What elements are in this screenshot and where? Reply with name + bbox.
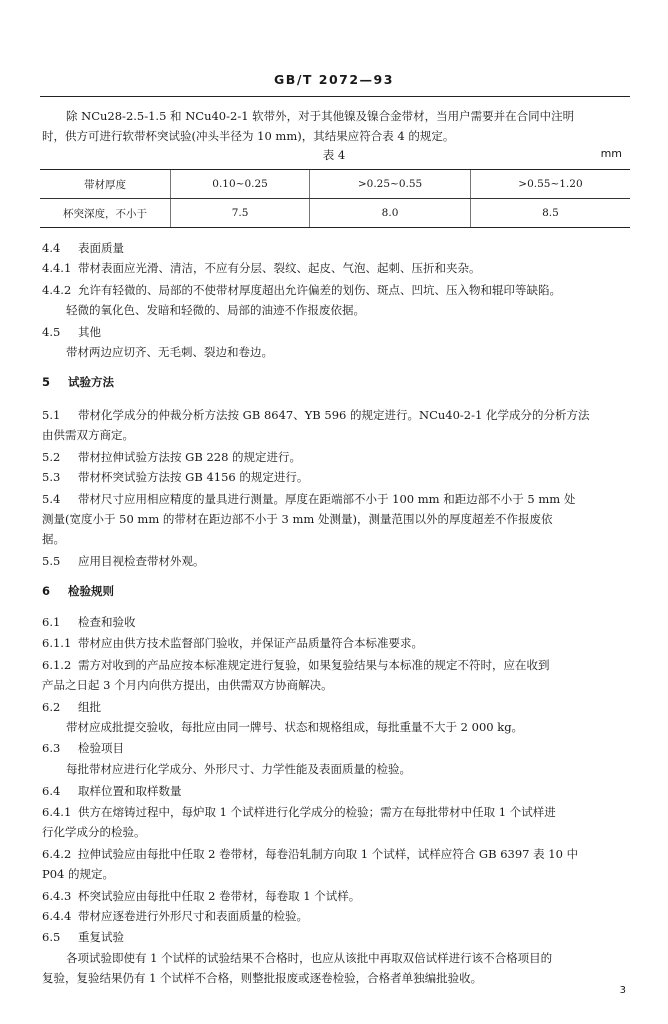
- section-number: 6.2: [42, 700, 61, 714]
- clause-text: 带材拉伸试验方法按 GB 228 的规定进行。: [78, 450, 302, 464]
- clause-number: 4.4.1: [42, 261, 72, 275]
- page-number: 3: [619, 985, 626, 996]
- table-cell: >0.25~0.55: [310, 170, 471, 199]
- table-cell: 7.5: [171, 199, 310, 228]
- clause-text: 杯突试验应由每批中任取 2 卷带材，每卷取 1 个试样。: [78, 889, 361, 903]
- clause-number: 5.3: [42, 470, 61, 484]
- section-title: 取样位置和取样数量: [78, 784, 182, 798]
- intro-line-2: 时，供方可进行软带杯突试验(冲头半径为 10 mm)，其结果应符合表 4 的规定。: [42, 129, 455, 143]
- clause-5-5: [42, 551, 634, 571]
- section-title: 检验规则: [68, 584, 114, 598]
- clause-5-4-line-2: 测量(宽度小于 50 mm 的带材在距边部不小于 3 mm 处测量)，测量范围以外的厚度超差不作报废依: [42, 512, 553, 526]
- clause-number: 6.4.3: [42, 889, 72, 903]
- clause-6-1-2: [42, 655, 634, 675]
- clause-6-4-4: [42, 906, 634, 926]
- clause-6-4-1-line-2: 行化学成分的检验。: [42, 825, 146, 839]
- clause-text: 带材杯突试验方法按 GB 4156 的规定进行。: [78, 470, 309, 484]
- clause-text: 需方对收到的产品应按本标准规定进行复验，如果复验结果与本标准的规定不符时，应在收到: [78, 658, 550, 672]
- intro-line-1: 除 NCu28-2.5-1.5 和 NCu40-2-1 软带外，对于其他镍及镍合金带材，当用户需要并在合同中注明: [66, 109, 575, 123]
- section-number: 6: [42, 584, 51, 598]
- clause-text: 允许有轻微的、局部的不使带材厚度超出允许偏差的划伤、斑点、凹坑、压入物和辊印等缺陷。: [78, 283, 561, 297]
- section-6-2: [42, 697, 634, 717]
- section-title: 组批: [78, 700, 101, 714]
- section-title: 表面质量: [78, 241, 124, 255]
- clause-text: 拉伸试验应由每批中任取 2 卷带材，每卷沿轧制方向取 1 个试样，试样应符合 GB 6397 表 10 中: [78, 847, 579, 861]
- section-number: 6.5: [42, 930, 61, 944]
- table-cell: 带材厚度: [40, 170, 171, 199]
- clause-5-1: [42, 405, 634, 425]
- table-cell: 8.5: [470, 199, 630, 228]
- section-5-heading: [42, 374, 114, 390]
- section-6-3-text: 每批带材应进行化学成分、外形尺寸、力学性能及表面质量的检验。: [66, 762, 411, 776]
- section-title: 检验项目: [78, 741, 124, 755]
- clause-number: 5.5: [42, 554, 61, 568]
- table-caption: 表 4: [322, 148, 346, 162]
- clause-4-4-2-line-2: 轻微的氧化色、发暗和轻微的、局部的油迹不作报废依据。: [66, 303, 365, 317]
- table-unit: mm: [600, 147, 622, 160]
- section-number: 6.3: [42, 741, 61, 755]
- clause-text: 带材应由供方技术监督部门验收，并保证产品质量符合本标准要求。: [78, 636, 423, 650]
- clause-number: 5.1: [42, 408, 61, 422]
- section-number: 4.5: [42, 325, 61, 339]
- clause-4-4-1: [42, 258, 634, 278]
- clause-5-2: [42, 447, 634, 467]
- clause-number: 6.4.4: [42, 909, 72, 923]
- table-row: [40, 199, 630, 228]
- section-number: 6.4: [42, 784, 61, 798]
- section-title: 检查和验收: [78, 615, 136, 629]
- clause-4-4-2: [42, 280, 634, 300]
- clause-6-4-3: [42, 886, 634, 906]
- header-rule: [40, 96, 630, 97]
- clause-text: 带材应逐卷进行外形尺寸和表面质量的检验。: [78, 909, 308, 923]
- clause-6-4-2: [42, 844, 634, 864]
- section-4-5-text: 带材两边应切齐、无毛刺、裂边和卷边。: [66, 345, 273, 359]
- section-number: 5: [42, 375, 51, 389]
- section-6-1: [42, 612, 634, 632]
- clause-5-3: [42, 467, 634, 487]
- clause-6-4-1: [42, 802, 634, 822]
- section-6-4: [42, 781, 634, 801]
- section-6-3: [42, 738, 634, 758]
- clause-text: 带材化学成分的仲裁分析方法按 GB 8647、YB 596 的规定进行。NCu40-2-1 化学成分的分析方法: [78, 408, 590, 422]
- clause-6-4-2-line-2: P04 的规定。: [42, 867, 115, 881]
- section-title: 试验方法: [68, 375, 114, 389]
- clause-text: 带材尺寸应用相应精度的量具进行测量。厚度在距端部不小于 100 mm 和距边部不小于 5 mm 处: [78, 492, 576, 506]
- clause-number: 6.1.2: [42, 658, 72, 672]
- clause-6-1-1: [42, 633, 634, 653]
- clause-text: 带材表面应光滑、清洁，不应有分层、裂纹、起皮、气泡、起刺、压折和夹杂。: [78, 261, 481, 275]
- clause-number: 6.4.2: [42, 847, 72, 861]
- section-4-5: [42, 322, 634, 342]
- section-title: 其他: [78, 325, 101, 339]
- standard-number: GB/T 2072—93: [274, 72, 394, 87]
- section-4-4: [42, 238, 634, 258]
- section-title: 重复试验: [78, 930, 124, 944]
- table-cell: 8.0: [310, 199, 471, 228]
- table-4: [40, 169, 630, 228]
- section-6-5: [42, 927, 634, 947]
- clause-text: 应用目视检查带材外观。: [78, 554, 205, 568]
- clause-5-1-line-2: 由供需双方商定。: [42, 428, 134, 442]
- clause-number: 4.4.2: [42, 283, 72, 297]
- clause-6-1-2-line-2: 产品之日起 3 个月内向供方提出，由供需双方协商解决。: [42, 678, 333, 692]
- clause-number: 6.4.1: [42, 805, 72, 819]
- clause-number: 5.4: [42, 492, 61, 506]
- table-cell: 杯突深度，不小于: [40, 199, 171, 228]
- section-number: 6.1: [42, 615, 61, 629]
- clause-number: 5.2: [42, 450, 61, 464]
- section-6-5-line-1: 各项试验即使有 1 个试样的试验结果不合格时，也应从该批中再取双倍试样进行该不合格项目的: [66, 951, 553, 965]
- clause-5-4: [42, 489, 634, 509]
- table-cell: 0.10~0.25: [171, 170, 310, 199]
- section-6-heading: [42, 583, 114, 599]
- clause-text: 供方在熔铸过程中，每炉取 1 个试样进行化学成分的检验；需方在每批带材中任取 1 个试样进: [78, 805, 556, 819]
- clause-5-4-line-3: 据。: [42, 532, 65, 546]
- section-number: 4.4: [42, 241, 61, 255]
- table-cell: >0.55~1.20: [470, 170, 630, 199]
- section-6-2-text: 带材应成批提交验收，每批应由同一牌号、状态和规格组成，每批重量不大于 2 000 kg。: [66, 720, 524, 734]
- section-6-5-line-2: 复验，复验结果仍有 1 个试样不合格，则整批报废或逐卷检验，合格者单独编批验收。: [42, 971, 483, 985]
- table-row: [40, 170, 630, 199]
- clause-number: 6.1.1: [42, 636, 72, 650]
